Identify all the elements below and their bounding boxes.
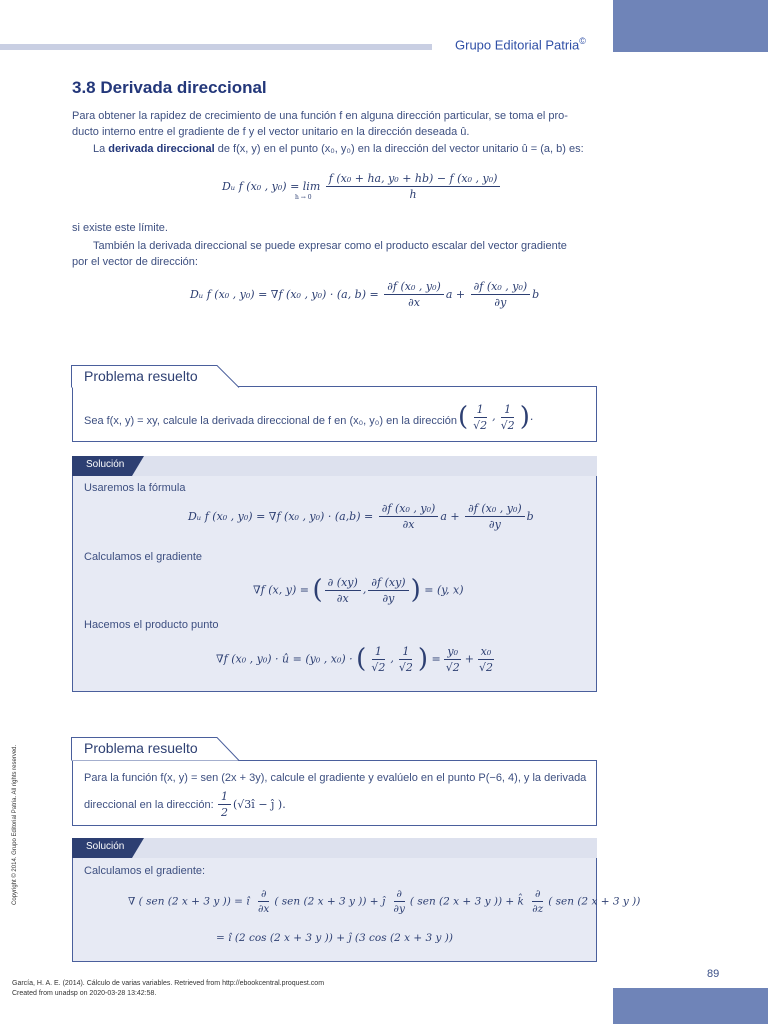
section-title: 3.8 Derivada direccional — [72, 78, 267, 97]
problem2-step1: Calculamos el gradiente: — [84, 865, 206, 877]
problem1-dot-product: ∇f (x₀ , y₀) · û = (y₀ , x₀) · ( $\frac{1}{√2}$ , $\frac{1}{√2}$ ) = $\frac{\text{y₀}}{√2}$ + $\frac{\text{x₀}}{√2}$ — [216, 644, 493, 674]
equation-gradient-form: Dᵤ f (x₀ , y₀) = ∇f (x₀ , y₀) · (a, b) = $\frac{\text{∂f (x₀ , y₀)}}{\partial x}$ a + $\frac{\text{∂f (x₀ , y₀)}}{\partial y}$ b — [190, 280, 540, 309]
page-number: 89 — [707, 968, 720, 980]
intro-paragraph-1: Para obtener la rapidez de crecimiento de una función f en alguna dirección particular, se toma el pro- ducto interno entre el gradiente de f y el vector unitario en la dirección deseada û. — [72, 110, 568, 138]
header-rule — [0, 44, 432, 50]
problem2-direction: $\frac{1}{2}$ (√3î − ĵ ). — [216, 790, 286, 819]
problem2-solution-label: Solución — [86, 841, 125, 852]
problem2-statement-2: direccional en la dirección: — [84, 799, 214, 811]
problem1-direction: ( $\frac{1}{√2}$ , $\frac{1}{√2}$ ). — [458, 402, 534, 432]
problem2-statement: Para la función f(x, y) = sen (2x + 3y), calcule el gradiente y evalúelo en el punto P(−6, 4), y la derivada — [84, 772, 587, 784]
intro-paragraph-4: También la derivada direccional se puede expresar como el producto escalar del vector gradiente por el vector de dirección: — [72, 240, 567, 268]
problem1-statement: Sea f(x, y) = xy, calcule la derivada direccional de f en (x₀, y₀) en la dirección — [84, 415, 458, 427]
problem2-tab-label: Problema resuelto — [84, 740, 198, 756]
equation-definition: Dᵤ f (x₀ , y₀) = lim $\frac{\text{f (x₀ + ha, y₀ + hb) − f (x₀ , y₀)}}{h}$ — [222, 172, 502, 201]
footer-created: Created from unadsp on 2020-03-28 13:42:58. — [12, 990, 157, 997]
footer-citation: García, H. A. E. (2014). Cálculo de varias variables. Retrieved from http://ebookcentral.proquest.com — [12, 980, 325, 987]
intro-paragraph-2: La derivada direccional de f(x, y) en el punto (x₀, y₀) en la dirección del vector unitario û = (a, b) es: — [93, 143, 584, 155]
problem1-formula: Dᵤ f (x₀ , y₀) = ∇f (x₀ , y₀) · (a,b) = $\frac{\text{∂f (x₀ , y₀)}}{\partial x}$ a + $\frac{\text{∂f (x₀ , y₀)}}{\partial y}$ b — [188, 502, 534, 531]
side-copyright: Copyright © 2014. Grupo Editorial Patria. All rights reserved. — [12, 744, 18, 905]
problem1-solution-label: Solución — [86, 459, 125, 470]
problem2-gradient-line2: = î (2 cos (2 x + 3 y )) + ĵ (3 cos (2 x + 3 y )) — [216, 932, 453, 944]
intro-paragraph-3: si existe este límite. — [72, 222, 168, 234]
problem1-step3: Hacemos el producto punto — [84, 619, 219, 631]
problem1-step1: Usaremos la fórmula — [84, 482, 186, 494]
header-accent-block — [613, 0, 768, 52]
publisher-name: Grupo Editorial Patria© — [455, 36, 586, 53]
problem2-gradient-line1: ∇ ( sen (2 x + 3 y )) = î $\frac{\partial}{\partial x}$ ( sen (2 x + 3 y )) + ĵ $\frac{\partial}{\partial y}$ ( sen (2 x + 3 y )) + k̂ $\frac{\partial}{\partial z}$ ( sen (2 x + 3 y )) — [128, 888, 641, 915]
limit-subscript: h → 0 — [295, 194, 312, 201]
problem1-step2: Calculamos el gradiente — [84, 551, 203, 563]
problem1-gradient: ∇f (x, y) = ( $\frac{\partial (xy)}{\partial x}$ , $\frac{\partial f (xy)}{\partial y}$ ) = (y, x) — [253, 575, 464, 605]
problem1-tab-label: Problema resuelto — [84, 368, 198, 384]
footer-accent-block — [613, 988, 768, 1024]
